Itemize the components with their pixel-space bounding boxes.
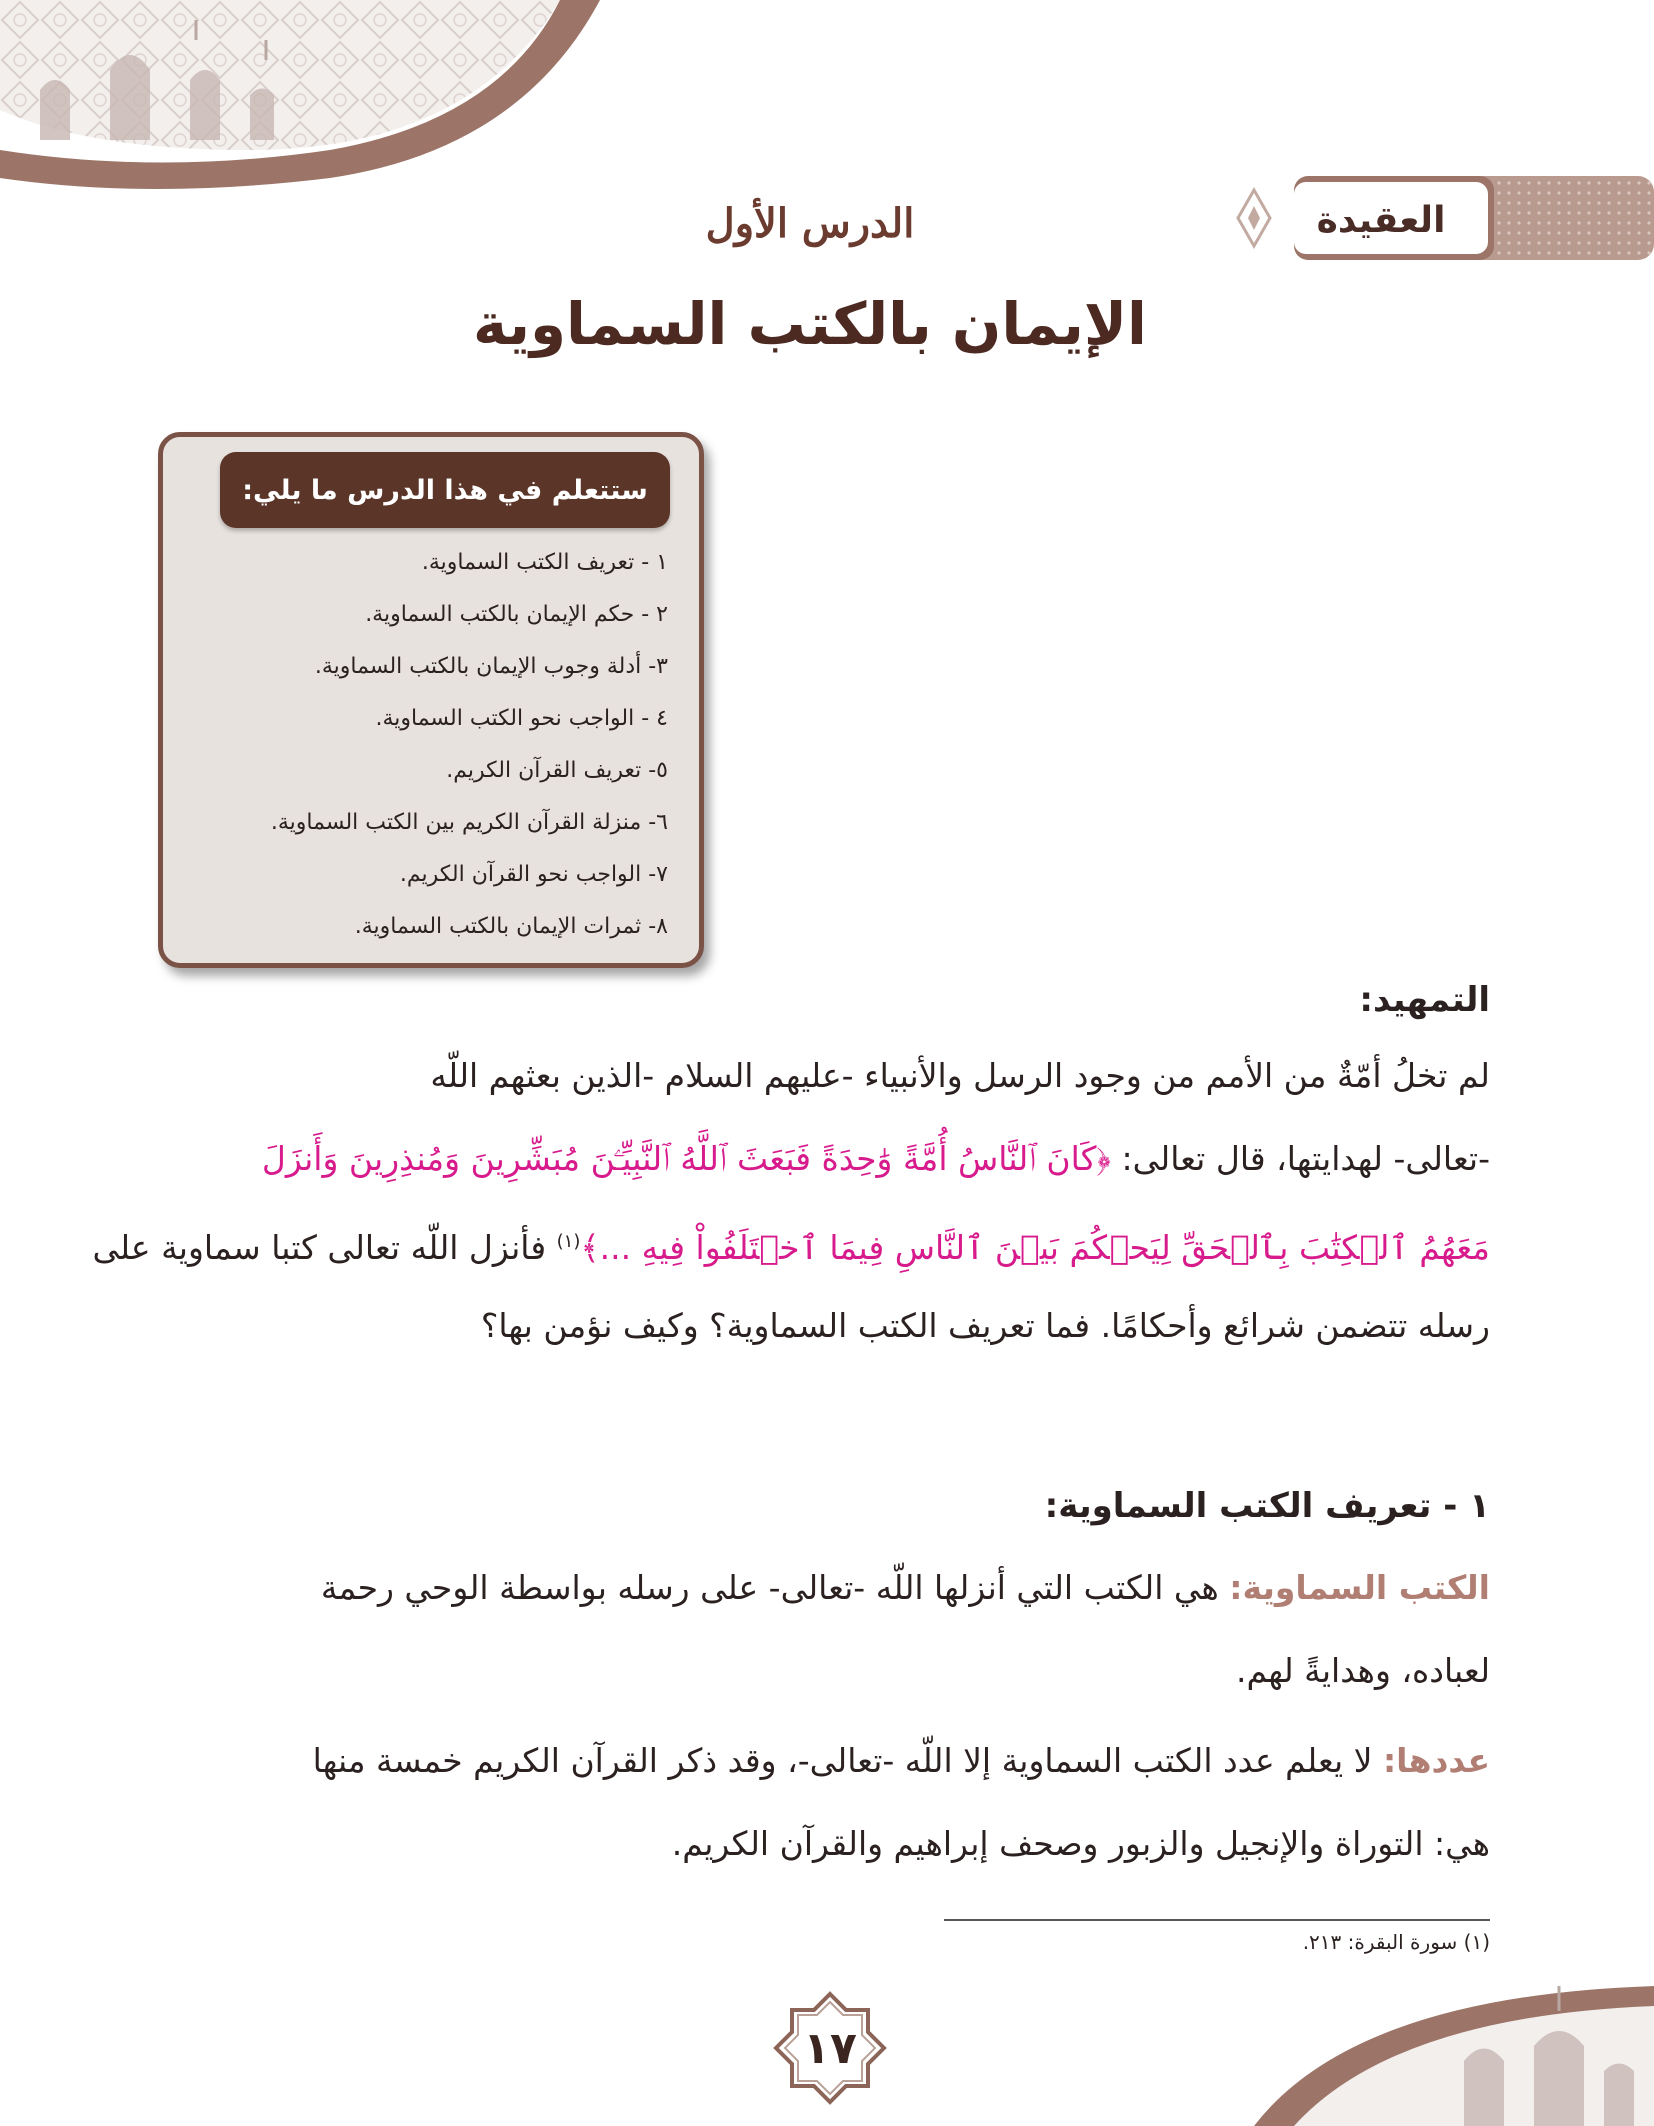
objective-item: ٤ - الواجب نحو الكتب السماوية. [375, 706, 668, 731]
intro-line-4: رسله تتضمن شرائع وأحكامًا. فما تعريف الكتب السماوية؟ وكيف نؤمن بها؟ [480, 1306, 1490, 1345]
quran-verse-part-2: مَعَهُمُ ٱلۡكِتَٰبَ بِٱلۡحَقِّ لِيَحۡكُمَ بَيۡنَ ٱلنَّاسِ فِيمَا ٱخۡتَلَفُواْ فِيهِ ...﴾ [580, 1228, 1490, 1267]
bottom-corner-ornament [1234, 1976, 1654, 2126]
intro-line-3-text: فأنزل اللّه تعالى كتبا سماوية على [92, 1228, 547, 1267]
objectives-list [270, 537, 668, 953]
objective-item: ٢ - حكم الإيمان بالكتب السماوية. [365, 602, 668, 627]
objective-item: ٦- منزلة القرآن الكريم بين الكتب السماوية. [270, 810, 668, 835]
intro-line-2 [262, 1139, 1490, 1179]
objective-item: ١ - تعريف الكتب السماوية. [421, 550, 668, 575]
objective-item: ٨- ثمرات الإيمان بالكتب السماوية. [354, 914, 668, 939]
footnote-divider [944, 1919, 1490, 1921]
page-number: ١٧ [803, 2022, 857, 2074]
objective-item: ٧- الواجب نحو القرآن الكريم. [399, 862, 668, 887]
lesson-number: الدرس الأول [705, 200, 915, 247]
definition-text: هي الكتب التي أنزلها اللّه -تعالى- على رسله بواسطة الوحي رحمة [320, 1568, 1219, 1607]
objectives-header: ستتعلم في هذا الدرس ما يلي: [220, 452, 670, 528]
section1-heading: ١ - تعريف الكتب السماوية: [1044, 1486, 1490, 1526]
footnote: (١) سورة البقرة: ٢١٣. [1302, 1930, 1490, 1954]
count-line-1 [313, 1741, 1490, 1781]
footnote-ref: (١) [556, 1231, 581, 1252]
definition-term: الكتب السماوية: [1229, 1568, 1490, 1607]
objective-item: ٣- أدلة وجوب الإيمان بالكتب السماوية. [314, 654, 668, 679]
definition-line-2: لعباده، وهدايةً لهم. [1235, 1651, 1490, 1690]
count-term: عددها: [1382, 1741, 1490, 1780]
definition-line-1 [321, 1568, 1490, 1608]
objective-item: ٥- تعريف القرآن الكريم. [446, 758, 668, 783]
top-corner-ornament [0, 0, 640, 190]
count-line-2: هي: التوراة والإنجيل والزبور وصحف إبراهيم والقرآن الكريم. [671, 1824, 1490, 1863]
quran-verse-part-1: ﴿كَانَ ٱلنَّاسُ أُمَّةً وَٰحِدَةً فَبَعَثَ ٱللَّهُ ٱلنَّبِيِّـۧنَ مُبَشِّرِينَ وَمُنذِرِينَ وَأَنزَلَ [261, 1139, 1112, 1178]
intro-line-3 [93, 1222, 1491, 1268]
count-text: لا يعلم عدد الكتب السماوية إلا اللّه -تعالى-، وقد ذكر القرآن الكريم خمسة منها [312, 1741, 1373, 1780]
subject-label: العقيدة [1316, 199, 1446, 241]
intro-line-2-text: -تعالى- لهدايتها، قال تعالى: [1121, 1139, 1490, 1178]
intro-line-1: لم تخلُ أمّةٌ من الأمم من وجود الرسل والأنبياء -عليهم السلام -الذين بعثهم اللّه [430, 1056, 1490, 1095]
lesson-title: الإيمان بالكتب السماوية [473, 290, 1147, 358]
intro-heading: التمهيد: [1359, 980, 1490, 1020]
